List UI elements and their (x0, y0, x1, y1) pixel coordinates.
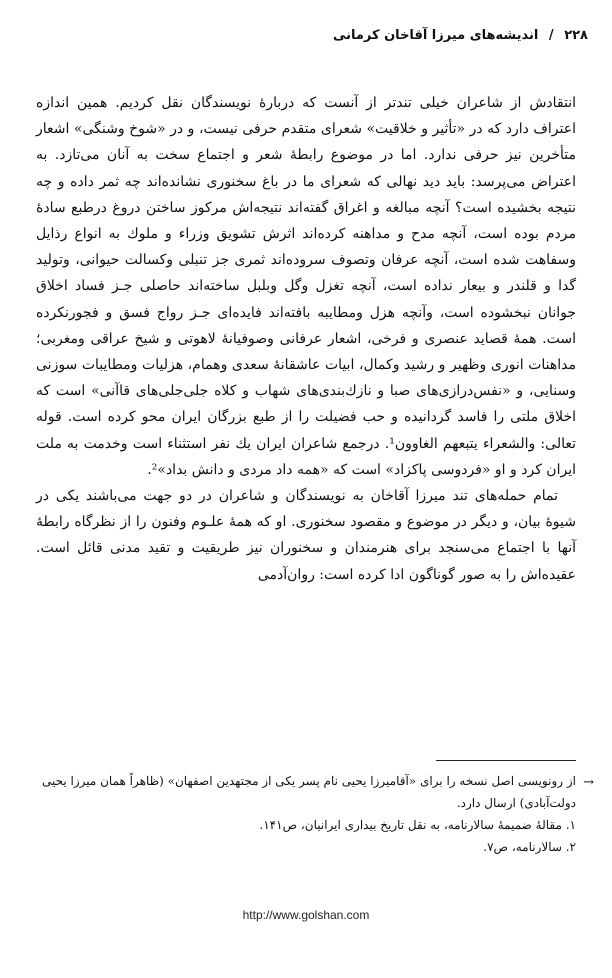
paragraph: انتقادش از شاعران خیلی تندتر از آنست که دربارهٔ نویسندگان نقل کردیم. همین اندازه اعتراف دارد که در «تأثیر و خلاقیت» شعرای متقدم حرفی نیست، و در «شوخ وشنگی» اشعار متأخرین نیز حرفی ندارد. اما در موضوع رابطهٔ شعر و اجتماع سخت به آنان می‌تازد. به اعتراض می‌پرسد: باید دید نهالی که شعرای ما در باغ سخنوری نشانده‌اند چه ثمر داده و چه نتیجه بخشیده است؟ آنچه مبالغه و اغراق گفته‌اند نتیجه‌اش مرکوز ساختن دروغ درطبع سادهٔ مردم بوده است، آنچه مدح و مداهنه کرده‌اند اثرش تشویق وزراء و ملوك به انواع رذایل وسفاهت شده است، آنچه عرفان وتصوف سروده‌اند ثمری جز تنبلی وکسالت حیوانی، وتولید گدا و قلندر و بیعار نداده است، آنچه تغزل وگل وبلبل ساخته‌اند حاصلی جـز فساد اخلاق جوانان نبخشوده است، وآنچه هزل ومطایبه بافته‌اند فایده‌ای جـز رواج فسق و فجورنکرده است. همهٔ قصاید عنصری و فرخی، اشعار عرفانی وصوفیانهٔ لاهوتی و شیخ عراقی ومغربی؛ مداهنات انوری وظهیر و رشید وکمال، ابیات عاشقانهٔ سعدی وهمام، هزلیات ومطایبات سوزنی وسنایی، و «نفس‌درازی‌های صبا و نازك‌بندی‌های شهاب و کلاه جلی‌جلی‌های قاآنی» است که اخلاق ملتی را فاسد گردانیده و حب فضیلت را از طبع بزرگان ایران محو کرده است. قوله تعالی: والشعراء یتبعهم الغاوون¹. درجمع شاعران ایران یك نفر استثناء است وخدمت به ملت ایران کرد و او «فردوسی پاکزاد» است که «همه داد مردی و دانش بداد»². (36, 95, 577, 478)
footnote-continuation: از رونویسی اصل نسخه را برای «آقامیرزا یحیی نام پسر یکی از مجتهدین اصفهان» (ظاهراً همان میرزا یحیی دولت‌آبادی) ارسال دارد. (41, 774, 576, 810)
footnote-item: ۲. سالارنامه، ص۷. (483, 840, 576, 854)
running-header (60, 28, 588, 43)
page-number: ۲۲۸ (564, 28, 588, 43)
website-link[interactable]: http://www.golshan.com (242, 908, 370, 922)
main-text (36, 90, 576, 588)
footnote-item: ۱. مقالهٔ ضمیمهٔ سالارنامه، به نقل تاریخ بیداری ایرانیان، ص۱۴۱. (259, 818, 576, 832)
footnote-divider (436, 760, 576, 761)
footnotes (36, 770, 594, 858)
header-separator: / (548, 28, 554, 43)
book-title: اندیشه‌های میرزا آقاخان کرمانی (332, 28, 539, 43)
continuation-arrow-icon: → (583, 775, 594, 790)
paragraph: تمام حمله‌های تند میرزا آقاخان به نویسندگان و شاعران در دو جهت می‌باشند یکی در شیوهٔ بیان، و دیگر در موضوع و مقصود سخنوری. او که همهٔ علـوم وفنون را از نظرگاه رابطهٔ آنها با اجتماع می‌سنجد برای هنرمندان و سخنوران نیز طریقیت و تقید مدنی قائل است. عقیده‌اش را به صور گوناگون ادا کرده است: روان‌آدمی (36, 488, 576, 583)
